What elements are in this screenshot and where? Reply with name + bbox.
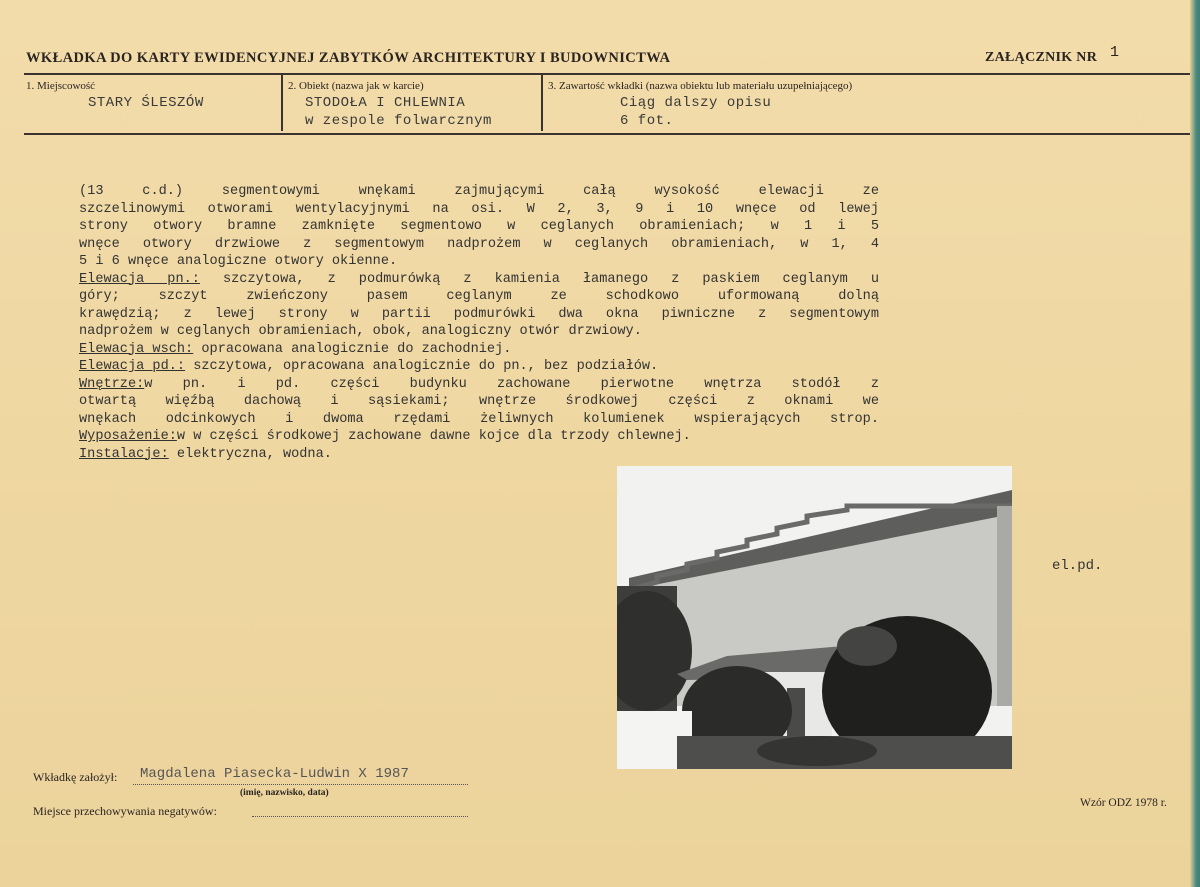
- desc-line-east: Elewacja wsch: opracowana analogicznie do zachodniej.: [79, 341, 512, 357]
- object-value-2: w zespole folwarcznym: [305, 113, 492, 129]
- object-value-1: STODOŁA I CHLEWNIA: [305, 95, 466, 111]
- author-label: Wkładkę założył:: [33, 770, 118, 784]
- locality-label: 1. Miejscowość: [26, 80, 96, 92]
- north-elevation-heading: Elewacja pn.:: [79, 271, 200, 287]
- interior-heading: Wnętrze:: [79, 376, 145, 392]
- installations-heading: Instalacje:: [79, 446, 169, 462]
- east-elevation-heading: Elewacja wsch:: [79, 341, 194, 357]
- desc-line: otwartą więźbą dachową i sąsiekami; wnętrze środkowej części z oknami we: [79, 394, 879, 409]
- desc-line: góry; szczyt zwieńczony pasem ceglanym ze schodkowo uformowaną dolną: [79, 289, 879, 304]
- desc-line: wnęce otwory drzwiowe z segmentowym nadprożem w ceglanych obramieniach, w 1, 4: [79, 236, 879, 252]
- desc-line: strony otwory bramne zamknięte segmentowo w ceglanych obramieniach; w 1 i 5: [79, 219, 879, 234]
- content-value-1: Ciąg dalszy opisu: [620, 95, 772, 111]
- desc-line: krawędzią; z lewej strony w partii podmurówki dwa okna piwniczne z segmentowym: [79, 306, 879, 322]
- desc-line-equipment: Wyposażenie:w w części środkowej zachowane dawne kojce dla trzody chlewnej.: [79, 429, 691, 444]
- photo-caption: el.pd.: [1052, 558, 1103, 574]
- author-dotted-line: [133, 784, 468, 785]
- desc-line: wnękach odcinkowych i dwoma rzędami żeliwnych kolumienek wspierających strop.: [79, 411, 879, 427]
- locality-value: STARY ŚLESZÓW: [88, 95, 204, 111]
- card-right-edge: [1190, 0, 1200, 887]
- desc-line-north: Elewacja pn.: szczytowa, z podmurówką z kamienia łamanego z paskiem ceglanym u: [79, 271, 879, 287]
- form-model-label: Wzór ODZ 1978 r.: [1080, 797, 1167, 809]
- equipment-heading: Wyposażenie:: [79, 429, 177, 444]
- desc-line-interior: Wnętrze:w pn. i pd. części budynku zachowane pierwotne wnętrza stodół z: [79, 376, 879, 392]
- photo-illustration: [617, 466, 1012, 769]
- content-label: 3. Zawartość wkładki (nazwa obiektu lub materiału uzupełniającego): [548, 80, 853, 92]
- header-rule-bottom: [24, 133, 1195, 135]
- attachment-number: 1: [1110, 44, 1120, 61]
- author-value: Magdalena Piasecka-Ludwin X 1987: [140, 766, 409, 782]
- header-rule-top: [24, 73, 1195, 75]
- negatives-label: Miejsce przechowywania negatywów:: [33, 804, 217, 818]
- author-hint: (imię, nazwisko, data): [240, 788, 329, 798]
- south-elevation-heading: Elewacja pd.:: [79, 359, 186, 374]
- desc-line: nadprożem w ceglanych obramieniach, obok, analogiczny otwór drzwiowy.: [79, 324, 642, 339]
- card-title: WKŁADKA DO KARTY EWIDENCYJNEJ ZABYTKÓW ARCHITEKTURY I BUDOWNICTWA: [26, 50, 671, 66]
- desc-line: 5 i 6 wnęce analogiczne otwory okienne.: [79, 254, 398, 269]
- column-divider-1: [281, 75, 283, 131]
- desc-line-south: Elewacja pd.: szczytowa, opracowana analogicznie do pn., bez podziałów.: [79, 359, 659, 374]
- desc-line: (13 c.d.) segmentowymi wnękami zajmującymi całą wysokość elewacji ze: [79, 184, 879, 199]
- desc-line-installations: Instalacje: elektryczna, wodna.: [79, 446, 332, 462]
- description-text: [79, 183, 879, 463]
- building-photo: [617, 466, 1012, 769]
- desc-line: szczelinowymi otworami wentylacyjnymi na osi. W 2, 3, 9 i 10 wnęce od lewej: [79, 201, 879, 217]
- content-value-2: 6 fot.: [620, 113, 674, 129]
- column-divider-2: [541, 75, 543, 131]
- object-label: 2. Obiekt (nazwa jak w karcie): [288, 80, 424, 92]
- attachment-label: ZAŁĄCZNIK NR: [985, 50, 1098, 65]
- negatives-dotted-line: [252, 816, 468, 817]
